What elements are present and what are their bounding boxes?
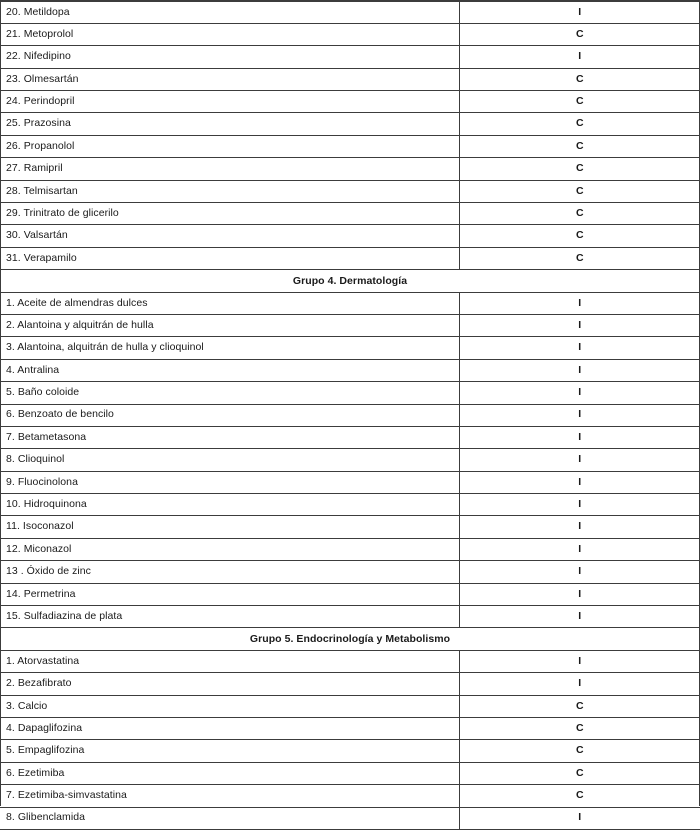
table-row [0,337,700,359]
medication-name-cell: 2. Bezafibrato [0,673,459,695]
medication-name-cell: 28. Telmisartan [0,180,459,202]
medication-name-cell: 9. Fluocinolona [0,471,459,493]
table-row [0,426,700,448]
medication-code-cell: I [459,494,700,516]
table-row [0,449,700,471]
medication-name-cell: 12. Miconazol [0,538,459,560]
medication-name-cell: 1. Atorvastatina [0,650,459,672]
medication-code-cell: C [459,91,700,113]
medication-code-cell: I [459,583,700,605]
medication-name-cell: 8. Glibenclamida [0,807,459,829]
medication-name-cell: 5. Baño coloide [0,382,459,404]
table-row [0,158,700,180]
medication-code-cell: C [459,203,700,225]
medication-name-cell: 11. Isoconazol [0,516,459,538]
medication-code-cell: I [459,426,700,448]
medication-name-cell: 30. Valsartán [0,225,459,247]
medication-code-cell: C [459,113,700,135]
table-row [0,494,700,516]
table-row [0,135,700,157]
medication-code-cell: I [459,292,700,314]
table-row [0,404,700,426]
medication-code-cell: I [459,807,700,829]
table-row [0,23,700,45]
table-row [0,650,700,672]
medication-code-cell: C [459,180,700,202]
table-row [0,785,700,807]
medication-name-cell: 20. Metildopa [0,1,459,23]
medication-code-cell: I [459,516,700,538]
medication-name-cell: 21. Metoprolol [0,23,459,45]
medication-code-cell: C [459,740,700,762]
medication-code-cell: I [459,359,700,381]
medication-code-cell: I [459,314,700,336]
table-row [0,583,700,605]
table-row [0,471,700,493]
table-row [0,359,700,381]
table-row [0,247,700,269]
medication-code-cell: I [459,650,700,672]
group-header-label: Grupo 4. Dermatología [0,270,700,292]
medication-name-cell: 24. Perindopril [0,91,459,113]
medication-name-cell: 3. Calcio [0,695,459,717]
table-row [0,718,700,740]
table-group-header-row [0,628,700,650]
medication-name-cell: 3. Alantoina, alquitrán de hulla y clioquinol [0,337,459,359]
table-row [0,225,700,247]
table-row [0,203,700,225]
medication-code-cell: C [459,158,700,180]
table-row [0,292,700,314]
medication-name-cell: 7. Ezetimiba-simvastatina [0,785,459,807]
medication-name-cell: 22. Nifedipino [0,46,459,68]
medication-name-cell: 25. Prazosina [0,113,459,135]
medication-name-cell: 23. Olmesartán [0,68,459,90]
table-row [0,695,700,717]
medication-name-cell: 27. Ramipril [0,158,459,180]
group-header-label: Grupo 5. Endocrinología y Metabolismo [0,628,700,650]
medication-code-cell: I [459,561,700,583]
medication-name-cell: 6. Ezetimiba [0,762,459,784]
medication-name-cell: 7. Betametasona [0,426,459,448]
medication-name-cell: 4. Antralina [0,359,459,381]
table-group-header-row [0,270,700,292]
medication-name-cell: 29. Trinitrato de glicerilo [0,203,459,225]
medication-code-cell: I [459,404,700,426]
medication-code-cell: I [459,471,700,493]
table-row [0,561,700,583]
medication-code-cell: I [459,449,700,471]
table-left-border [0,0,1,806]
medication-code-cell: I [459,337,700,359]
table-row [0,740,700,762]
medication-table-body [0,1,700,829]
medication-name-cell: 10. Hidroquinona [0,494,459,516]
medication-code-cell: C [459,695,700,717]
table-row [0,314,700,336]
medication-name-cell: 8. Clioquinol [0,449,459,471]
medication-code-cell: C [459,225,700,247]
medication-name-cell: 4. Dapaglifozina [0,718,459,740]
medication-name-cell: 6. Benzoato de bencilo [0,404,459,426]
medication-name-cell: 5. Empaglifozina [0,740,459,762]
medication-code-cell: I [459,673,700,695]
medication-name-cell: 31. Verapamilo [0,247,459,269]
medication-code-cell: C [459,23,700,45]
medication-code-cell: C [459,247,700,269]
medication-code-cell: C [459,135,700,157]
table-row [0,762,700,784]
table-row [0,68,700,90]
medication-code-cell: I [459,46,700,68]
medication-code-cell: C [459,68,700,90]
table-row [0,1,700,23]
medication-code-cell: I [459,382,700,404]
medication-code-cell: C [459,718,700,740]
medication-code-cell: C [459,785,700,807]
table-row [0,91,700,113]
table-row [0,180,700,202]
table-row [0,538,700,560]
table-row [0,807,700,829]
table-row [0,46,700,68]
table-row [0,382,700,404]
medication-code-cell: I [459,538,700,560]
medication-code-cell: C [459,762,700,784]
medication-code-cell: I [459,606,700,628]
medication-name-cell: 13 . Óxido de zinc [0,561,459,583]
table-row [0,673,700,695]
table-row [0,516,700,538]
medication-name-cell: 26. Propanolol [0,135,459,157]
medication-name-cell: 1. Aceite de almendras dulces [0,292,459,314]
table-row [0,113,700,135]
medication-name-cell: 14. Permetrina [0,583,459,605]
table-row [0,606,700,628]
medication-code-cell: I [459,1,700,23]
medication-name-cell: 2. Alantoina y alquitrán de hulla [0,314,459,336]
medication-name-cell: 15. Sulfadiazina de plata [0,606,459,628]
